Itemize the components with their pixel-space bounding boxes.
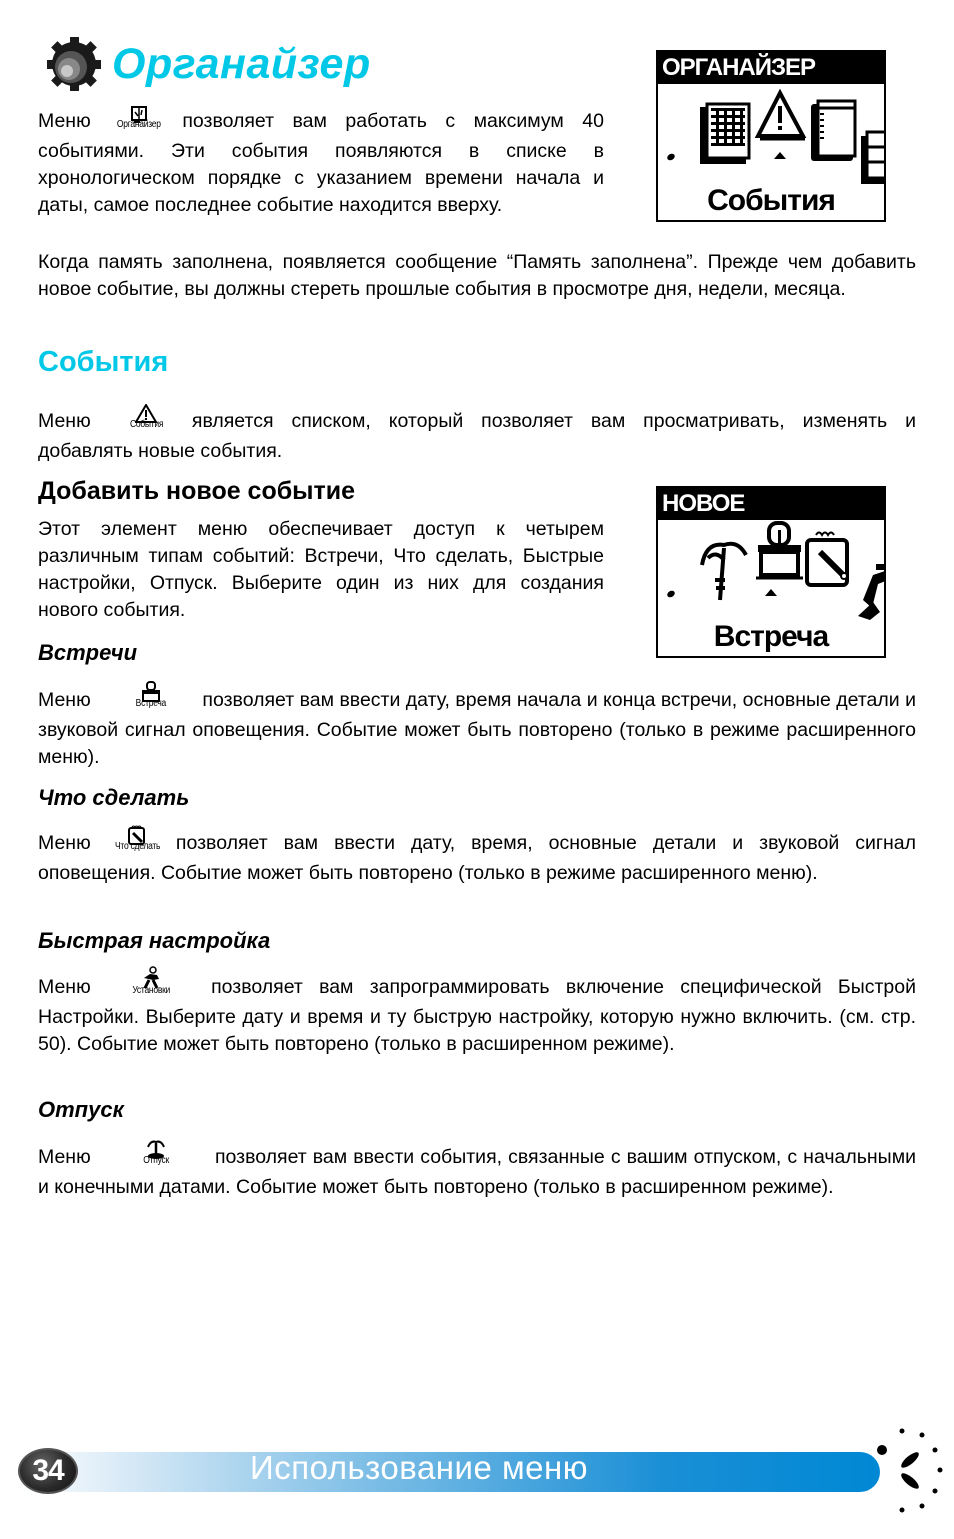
icon-caption: Что сделать xyxy=(114,841,160,852)
icon-caption: Органайзер xyxy=(116,119,161,130)
screen-body xyxy=(658,84,884,220)
subheading-todo: Что сделать xyxy=(38,785,190,810)
vacation-paragraph xyxy=(38,1144,916,1201)
subheading-meetings: Встречи xyxy=(38,640,138,665)
phone-screen-new xyxy=(656,486,886,658)
meetings-paragraph xyxy=(38,687,916,771)
page-number-badge: 34 xyxy=(18,1448,78,1494)
subheading-quick-settings: Быстрая настройка xyxy=(38,928,271,953)
organizer-gear-icon xyxy=(46,36,102,92)
screen2-icon-carousel xyxy=(658,520,886,620)
page-title-block xyxy=(46,36,371,92)
organizer-menu-icon-inline xyxy=(113,108,165,138)
intro-paragraph xyxy=(38,108,604,219)
icon-caption: Встреча xyxy=(135,698,166,709)
menu-word: Меню xyxy=(38,410,91,432)
events-menu-icon-inline xyxy=(127,408,166,438)
events-text: является списком, который позволяет вам просматривать, изменять и добавлять новые события. xyxy=(38,410,916,462)
scroll-left-icon xyxy=(666,589,676,598)
menu-word: Меню xyxy=(38,976,91,998)
meetings-text: позволяет вам ввести дату, время начала и конца встречи, основные детали и звуковой сигнал оповещения. Событие может быть повторено (только в режиме расширенного меню). xyxy=(38,689,916,768)
screen1-icon-carousel xyxy=(658,84,886,184)
todo-menu-icon-inline xyxy=(111,830,164,860)
add-new-paragraph: Этот элемент меню обеспечивает доступ к четырем различным типам событий: Встречи, Что сделать, Быстрые настройки, Отпуск. Выберите один из них для создания нового события. xyxy=(38,518,604,621)
scroll-left-icon xyxy=(666,152,676,161)
menu-word: Меню xyxy=(38,832,91,854)
events-paragraph xyxy=(38,408,916,465)
calendar-grid-icon xyxy=(700,104,749,164)
section-heading-events: События xyxy=(38,346,169,378)
meeting-menu-icon-inline xyxy=(133,687,169,717)
meeting-desk-icon xyxy=(756,523,803,578)
screen-header: ОРГАНАЙЗЕР xyxy=(658,52,884,84)
quick-settings-menu-icon-inline xyxy=(129,974,173,1004)
menu-word: Меню xyxy=(38,110,91,132)
section-heading-add-new: Добавить новое событие xyxy=(38,477,356,505)
vacation-text: позволяет вам ввести события, связанные с вашим отпуском, с начальными и конечными датами. Событие может быть повторено (только в расширенном режиме). xyxy=(38,1146,916,1198)
warning-triangle-icon xyxy=(758,93,805,139)
intro-text: позволяет вам работать с максимум 40 событиями. Эти события появляются в списке в хронологическом порядке с указанием времени начала и даты, самое последнее событие находится вверху. xyxy=(38,110,604,216)
screen-body xyxy=(658,520,884,656)
quick-settings-paragraph xyxy=(38,974,916,1058)
screen-header: НОВОЕ xyxy=(658,488,884,520)
runner-icon xyxy=(858,564,886,620)
memory-note-paragraph: Когда память заполнена, появляется сообщение “Память заполнена”. Прежде чем добавить новое событие, вы должны стереть прошлые события в просмотре дня, недели, месяца. xyxy=(38,251,916,300)
subheading-vacation: Отпуск xyxy=(38,1097,124,1122)
decorative-dots-icon xyxy=(870,1420,954,1539)
notepad-icon xyxy=(811,101,855,161)
todo-text: позволяет вам ввести дату, время, основные детали и звуковой сигнал оповещения. Событие может быть повторено (только в режиме расширенного меню). xyxy=(38,832,916,884)
todo-paragraph xyxy=(38,830,916,887)
menu-word: Меню xyxy=(38,689,91,711)
quick-settings-text: позволяет вам запрограммировать включение специфической Быстрой Настройки. Выберите дату и время и ту быструю настройку, которую нужно включить. (см. стр. 50). Событие может быть повторено (только в расширенном режиме). xyxy=(38,976,916,1055)
screen-label: События xyxy=(707,184,835,217)
footer-section-title: Использование меню xyxy=(250,1449,588,1486)
film-calendar-icon xyxy=(861,132,886,184)
palm-tree-icon xyxy=(702,544,746,600)
selection-arrow-icon xyxy=(765,589,777,596)
page-title: Органайзер xyxy=(112,39,371,88)
vacation-menu-icon-inline xyxy=(141,1144,171,1174)
icon-caption: Установки xyxy=(132,985,170,996)
icon-caption: Отпуск xyxy=(142,1155,169,1166)
icon-caption: События xyxy=(129,419,163,430)
selection-arrow-icon xyxy=(774,152,786,159)
menu-word: Меню xyxy=(38,1146,91,1168)
phone-screen-organizer xyxy=(656,50,886,222)
todo-notepad-icon xyxy=(807,533,847,586)
screen-label: Встреча xyxy=(713,620,829,653)
